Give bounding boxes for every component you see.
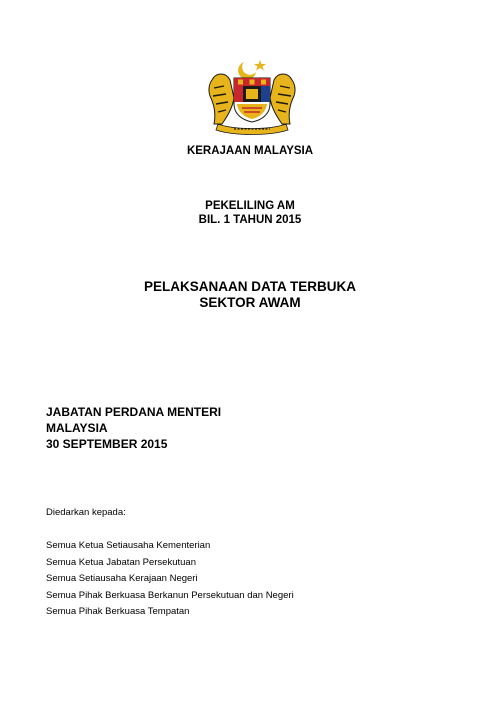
issue-date: 30 SEPTEMBER 2015 xyxy=(46,437,168,451)
distribution-recipient: Semua Ketua Setiausaha Kementerian xyxy=(46,540,211,551)
circular-number: BIL. 1 TAHUN 2015 xyxy=(198,214,302,226)
distribution-list xyxy=(46,538,294,621)
malaysia-coat-of-arms-icon xyxy=(204,58,300,136)
distribution-label: Diedarkan kepada: xyxy=(46,507,126,518)
circular-type: PEKELILING AM xyxy=(205,200,295,212)
issuer-department: JABATAN PERDANA MENTERI xyxy=(46,405,222,419)
distribution-recipient: Semua Ketua Jabatan Persekutuan xyxy=(46,556,196,568)
issuer-country: MALAYSIA xyxy=(46,421,108,435)
organization-heading: KERAJAAN MALAYSIA xyxy=(186,145,314,157)
document-title-line-2: SEKTOR AWAM xyxy=(199,295,301,310)
document-title-line-1: PELAKSANAAN DATA TERBUKA xyxy=(144,279,356,294)
distribution-recipient: Semua Pihak Berkuasa Tempatan xyxy=(46,606,190,617)
distribution-recipient: Semua Pihak Berkuasa Berkanun Persekutuan dan Negeri xyxy=(46,589,294,601)
distribution-recipient: Semua Setiausaha Kerajaan Negeri xyxy=(46,573,198,584)
